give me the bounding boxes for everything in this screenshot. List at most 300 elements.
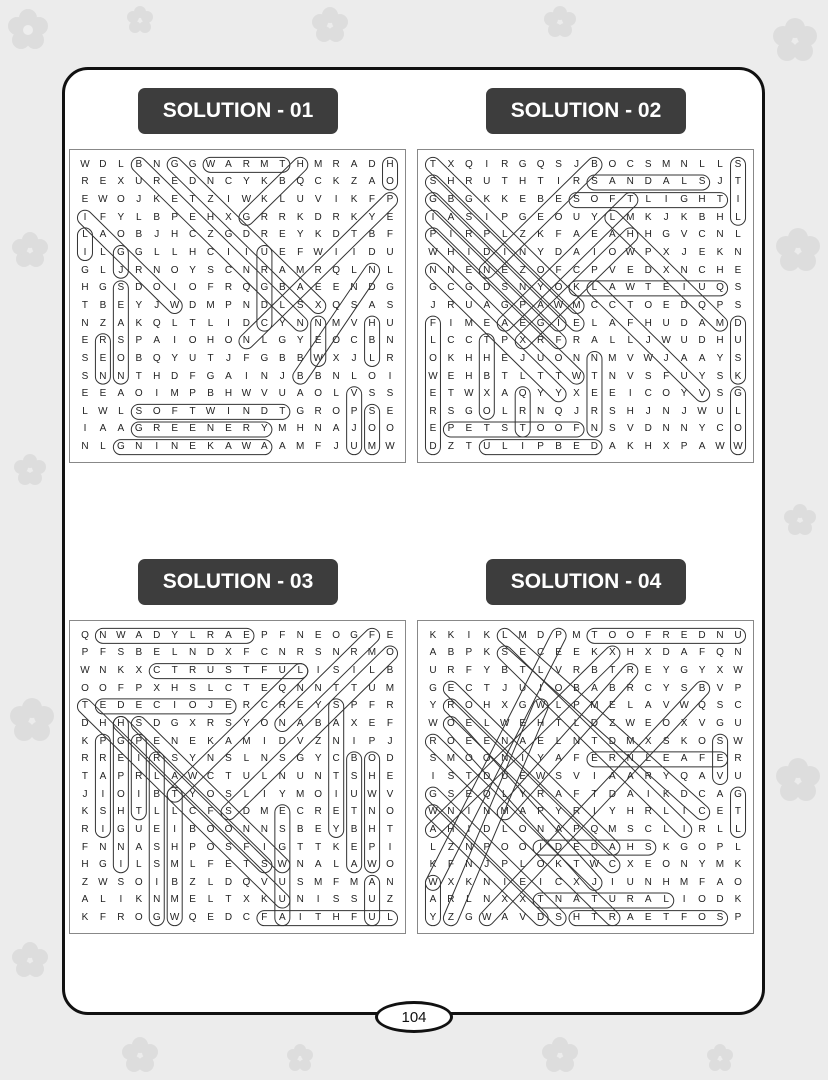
- grid-letter: H: [536, 718, 545, 730]
- grid-letter: A: [644, 894, 652, 906]
- grid-row: [424, 680, 747, 698]
- grid-row: [424, 733, 747, 751]
- grid-letter: O: [386, 423, 394, 435]
- grid-letter: F: [261, 912, 268, 924]
- grid-letter: T: [350, 682, 358, 694]
- grid-letter: A: [81, 894, 89, 906]
- grid-letter: E: [153, 647, 161, 659]
- grid-row: [424, 715, 747, 733]
- grid-letter: P: [81, 647, 89, 659]
- grid-letter: A: [171, 770, 178, 782]
- grid-letter: R: [99, 753, 107, 765]
- grid-letter: M: [296, 441, 305, 453]
- grid-letter: C: [698, 806, 706, 818]
- grid-letter: X: [117, 176, 125, 188]
- grid-letter: S: [350, 894, 358, 906]
- grid-row: [76, 438, 399, 456]
- grid-row: [424, 698, 747, 716]
- grid-letter: K: [483, 647, 491, 659]
- grid-letter: U: [386, 317, 394, 329]
- grid-letter: Z: [447, 441, 454, 453]
- grid-letter: P: [261, 629, 268, 641]
- grid-letter: I: [155, 388, 159, 400]
- grid-row: [424, 279, 747, 297]
- grid-letter: I: [334, 247, 338, 259]
- grid-letter: D: [680, 788, 688, 800]
- grid-letter: I: [503, 247, 507, 259]
- grid-letter: T: [189, 317, 196, 329]
- grid-letter: E: [350, 841, 358, 853]
- grid-letter: D: [662, 647, 670, 659]
- grid-row: [424, 227, 747, 245]
- grid-letter: H: [368, 770, 376, 782]
- grid-letter: W: [428, 876, 438, 888]
- letter-grid: [76, 627, 399, 927]
- grid-letter: K: [662, 841, 670, 853]
- grid-letter: R: [644, 770, 652, 782]
- grid-letter: L: [100, 441, 106, 453]
- grid-letter: B: [296, 370, 304, 382]
- grid-letter: N: [117, 370, 125, 382]
- grid-letter: D: [536, 629, 545, 641]
- grid-letter: L: [501, 441, 508, 453]
- grid-letter: C: [465, 682, 473, 694]
- grid-letter: L: [261, 335, 268, 347]
- grid-letter: R: [608, 912, 616, 924]
- grid-letter: G: [81, 264, 89, 276]
- grid-letter: Y: [261, 423, 268, 435]
- grid-letter: O: [482, 753, 491, 765]
- grid-letter: N: [680, 158, 688, 170]
- grid-letter: E: [662, 753, 670, 765]
- grid-letter: M: [572, 629, 581, 641]
- grid-letter: K: [447, 352, 455, 364]
- grid-letter: G: [429, 788, 437, 800]
- grid-letter: A: [135, 629, 143, 641]
- grid-letter: I: [593, 247, 596, 259]
- grid-letter: K: [350, 211, 358, 223]
- grid-letter: R: [465, 176, 473, 188]
- grid-letter: R: [260, 229, 268, 241]
- grid-letter: O: [224, 335, 233, 347]
- grid-letter: H: [626, 229, 634, 241]
- grid-letter: W: [499, 718, 510, 730]
- grid-letter: N: [386, 335, 394, 347]
- grid-letter: L: [501, 823, 508, 835]
- grid-letter: M: [464, 317, 474, 329]
- grid-letter: A: [225, 735, 232, 747]
- grid-letter: H: [572, 912, 581, 924]
- grid-letter: A: [368, 299, 376, 311]
- grid-letter: S: [350, 770, 358, 782]
- grid-letter: F: [465, 665, 472, 677]
- grid-letter: Q: [152, 352, 161, 364]
- grid-letter: D: [680, 317, 688, 329]
- grid-letter: G: [170, 158, 179, 170]
- grid-letter: T: [81, 299, 89, 311]
- grid-letter: T: [350, 229, 358, 241]
- grid-letter: K: [465, 876, 473, 888]
- grid-letter: O: [188, 335, 197, 347]
- grid-letter: G: [386, 282, 394, 294]
- grid-letter: U: [135, 176, 143, 188]
- grid-letter: Q: [716, 647, 724, 659]
- grid-letter: F: [99, 912, 106, 924]
- grid-letter: T: [171, 788, 178, 800]
- grid-letter: N: [242, 299, 251, 311]
- grid-letter: C: [608, 299, 616, 311]
- grid-row: [76, 385, 399, 403]
- grid-letter: C: [224, 176, 233, 188]
- grid-letter: T: [350, 806, 358, 818]
- grid-letter: O: [206, 841, 215, 853]
- grid-letter: N: [99, 665, 107, 677]
- grid-letter: F: [573, 753, 580, 765]
- grid-letter: Q: [81, 629, 89, 641]
- grid-row: [76, 680, 399, 698]
- grid-letter: E: [716, 753, 724, 765]
- grid-letter: L: [430, 841, 436, 853]
- grid-letter: S: [734, 352, 742, 364]
- grid-letter: L: [243, 788, 250, 800]
- grid-letter: S: [81, 370, 89, 382]
- grid-letter: C: [698, 229, 706, 241]
- grid-letter: E: [519, 194, 526, 206]
- grid-letter: Y: [278, 788, 286, 800]
- grid-letter: J: [82, 788, 88, 800]
- grid-letter: K: [296, 211, 304, 223]
- flower-icon: [707, 1044, 733, 1071]
- grid-letter: C: [260, 700, 268, 712]
- grid-letter: J: [154, 299, 160, 311]
- grid-letter: N: [716, 229, 724, 241]
- grid-letter: E: [171, 194, 178, 206]
- grid-letter: R: [447, 299, 455, 311]
- grid-row: [424, 909, 747, 927]
- grid-letter: W: [643, 352, 653, 364]
- grid-letter: K: [261, 194, 268, 206]
- grid-letter: S: [207, 264, 214, 276]
- grid-letter: T: [447, 388, 454, 400]
- grid-letter: C: [626, 158, 634, 170]
- grid-letter: E: [734, 264, 742, 276]
- grid-letter: I: [227, 247, 230, 259]
- grid-letter: S: [386, 388, 394, 400]
- grid-letter: A: [332, 423, 340, 435]
- grid-letter: S: [609, 423, 616, 435]
- grid-letter: H: [644, 229, 652, 241]
- grid-letter: T: [627, 299, 634, 311]
- grid-letter: H: [716, 335, 724, 347]
- grid-letter: S: [734, 158, 742, 170]
- grid-letter: A: [278, 441, 286, 453]
- grid-letter: E: [662, 299, 670, 311]
- grid-letter: E: [153, 735, 161, 747]
- grid-letter: O: [386, 647, 394, 659]
- grid-letter: L: [663, 894, 669, 906]
- grid-letter: F: [207, 859, 214, 871]
- grid-letter: L: [591, 282, 598, 294]
- grid-row: [76, 209, 399, 227]
- grid-letter: X: [644, 647, 652, 659]
- grid-letter: P: [680, 441, 688, 453]
- grid-letter: I: [119, 894, 123, 906]
- grid-letter: R: [447, 665, 455, 677]
- grid-letter: S: [662, 735, 670, 747]
- grid-letter: Y: [519, 788, 526, 800]
- grid-letter: U: [350, 441, 358, 453]
- grid-letter: A: [314, 859, 322, 871]
- grid-letter: C: [206, 770, 215, 782]
- grid-letter: K: [555, 859, 562, 871]
- grid-letter: O: [314, 788, 323, 800]
- grid-letter: E: [278, 247, 286, 259]
- grid-letter: G: [278, 335, 287, 347]
- grid-letter: D: [188, 299, 197, 311]
- grid-letter: J: [351, 352, 357, 364]
- grid-letter: B: [278, 176, 286, 188]
- grid-letter: G: [518, 158, 527, 170]
- grid-letter: R: [206, 629, 215, 641]
- grid-letter: U: [242, 770, 251, 782]
- grid-letter: A: [519, 806, 526, 818]
- grid-letter: R: [350, 647, 358, 659]
- grid-letter: L: [484, 718, 490, 730]
- grid-letter: K: [117, 665, 125, 677]
- grid-letter: D: [483, 770, 491, 782]
- grid-letter: D: [716, 894, 724, 906]
- grid-letter: C: [153, 700, 161, 712]
- grid-letter: W: [277, 859, 287, 871]
- grid-letter: A: [296, 718, 304, 730]
- grid-letter: M: [626, 735, 635, 747]
- grid-letter: W: [80, 665, 90, 677]
- grid-row: [76, 332, 399, 350]
- grid-letter: W: [589, 859, 600, 871]
- grid-letter: I: [539, 682, 542, 694]
- grid-letter: S: [332, 894, 340, 906]
- grid-letter: S: [386, 299, 394, 311]
- grid-letter: S: [501, 423, 509, 435]
- grid-letter: E: [225, 423, 232, 435]
- grid-letter: G: [350, 629, 358, 641]
- grid-letter: E: [189, 441, 196, 453]
- grid-letter: X: [153, 682, 161, 694]
- grid-letter: L: [519, 859, 526, 871]
- grid-letter: Q: [482, 788, 491, 800]
- grid-letter: E: [332, 806, 340, 818]
- grid-row: [424, 191, 747, 209]
- grid-letter: S: [644, 841, 652, 853]
- grid-letter: S: [189, 682, 196, 694]
- grid-letter: O: [447, 735, 455, 747]
- grid-letter: A: [501, 317, 509, 329]
- grid-letter: Y: [243, 718, 250, 730]
- grid-letter: N: [590, 423, 599, 435]
- grid-letter: L: [189, 859, 196, 871]
- grid-letter: S: [734, 282, 742, 294]
- grid-letter: O: [368, 753, 376, 765]
- grid-letter: S: [698, 176, 706, 188]
- grid-letter: Q: [278, 682, 287, 694]
- grid-letter: D: [153, 629, 161, 641]
- grid-letter: D: [117, 700, 125, 712]
- grid-letter: O: [116, 788, 125, 800]
- grid-letter: L: [663, 806, 669, 818]
- grid-letter: B: [135, 352, 143, 364]
- grid-letter: V: [296, 735, 304, 747]
- grid-letter: L: [153, 806, 160, 818]
- grid-letter: C: [734, 700, 742, 712]
- grid-letter: L: [681, 176, 687, 188]
- grid-letter: E: [609, 700, 616, 712]
- grid-letter: R: [206, 718, 215, 730]
- grid-letter: A: [519, 735, 526, 747]
- grid-letter: R: [135, 770, 143, 782]
- grid-letter: J: [118, 264, 124, 276]
- grid-row: [424, 403, 747, 421]
- grid-letter: A: [225, 629, 232, 641]
- grid-letter: R: [314, 405, 322, 417]
- grid-letter: S: [296, 876, 304, 888]
- grid-letter: S: [135, 405, 143, 417]
- grid-row: [424, 297, 747, 315]
- grid-letter: E: [573, 441, 580, 453]
- grid-letter: S: [368, 405, 376, 417]
- grid-letter: E: [278, 806, 286, 818]
- grid-letter: X: [350, 718, 358, 730]
- grid-letter: H: [117, 806, 125, 818]
- grid-letter: V: [555, 665, 562, 677]
- grid-letter: Z: [81, 876, 89, 888]
- grid-letter: Y: [537, 388, 544, 400]
- grid-letter: D: [260, 405, 268, 417]
- grid-letter: B: [278, 352, 286, 364]
- grid-letter: L: [171, 247, 178, 259]
- grid-letter: M: [349, 876, 359, 888]
- grid-letter: I: [352, 247, 356, 259]
- grid-letter: J: [591, 876, 597, 888]
- grid-row: [76, 645, 399, 663]
- grid-letter: U: [734, 770, 742, 782]
- grid-letter: M: [313, 158, 323, 170]
- grid-row: [76, 421, 399, 439]
- grid-letter: C: [350, 335, 358, 347]
- grid-letter: W: [98, 194, 108, 206]
- grid-letter: K: [429, 629, 437, 641]
- grid-letter: E: [261, 682, 268, 694]
- grid-letter: P: [350, 405, 358, 417]
- grid-letter: W: [205, 158, 216, 170]
- grid-letter: I: [137, 753, 141, 765]
- grid-letter: L: [501, 788, 508, 800]
- grid-letter: J: [573, 158, 579, 170]
- grid-letter: O: [134, 388, 143, 400]
- grid-letter: L: [207, 317, 214, 329]
- grid-letter: N: [278, 770, 286, 782]
- grid-letter: O: [170, 264, 179, 276]
- grid-letter: A: [555, 753, 562, 765]
- grid-row: [76, 856, 399, 874]
- grid-letter: K: [261, 176, 268, 188]
- grid-letter: R: [153, 176, 161, 188]
- grid-letter: T: [716, 194, 724, 206]
- grid-row: [76, 174, 399, 192]
- grid-letter: N: [734, 647, 742, 659]
- grid-letter: G: [716, 718, 724, 730]
- grid-letter: A: [555, 788, 562, 800]
- grid-letter: N: [626, 753, 634, 765]
- grid-letter: O: [608, 247, 617, 259]
- grid-letter: Q: [680, 770, 688, 782]
- grid-letter: S: [278, 823, 286, 835]
- grid-letter: S: [555, 158, 562, 170]
- grid-letter: L: [100, 247, 106, 259]
- grid-letter: B: [135, 158, 143, 170]
- grid-letter: L: [333, 859, 339, 871]
- grid-letter: M: [446, 753, 456, 765]
- grid-letter: L: [100, 894, 106, 906]
- grid-letter: A: [117, 388, 125, 400]
- grid-letter: H: [171, 229, 179, 241]
- grid-letter: E: [644, 859, 652, 871]
- grid-letter: T: [483, 423, 490, 435]
- grid-letter: E: [591, 229, 598, 241]
- grid-letter: S: [447, 405, 455, 417]
- grid-letter: I: [646, 788, 650, 800]
- grid-letter: N: [242, 405, 251, 417]
- grid-letter: T: [171, 665, 178, 677]
- letter-grid: [424, 627, 747, 927]
- grid-letter: I: [736, 194, 740, 206]
- grid-letter: I: [334, 788, 338, 800]
- grid-letter: U: [429, 665, 437, 677]
- grid-letter: I: [173, 282, 177, 294]
- grid-letter: E: [573, 647, 580, 659]
- grid-letter: Q: [536, 158, 545, 170]
- grid-letter: I: [388, 370, 392, 382]
- grid-letter: O: [698, 912, 706, 924]
- grid-letter: U: [278, 388, 286, 400]
- grid-letter: W: [571, 370, 582, 382]
- grid-letter: E: [716, 806, 724, 818]
- grid-letter: C: [536, 647, 545, 659]
- grid-letter: K: [332, 841, 340, 853]
- grid-letter: N: [188, 647, 197, 659]
- grid-letter: G: [134, 423, 143, 435]
- grid-letter: P: [135, 335, 143, 347]
- grid-letter: A: [296, 388, 304, 400]
- grid-letter: Y: [662, 770, 670, 782]
- grid-letter: R: [536, 788, 545, 800]
- grid-row: [76, 733, 399, 751]
- grid-letter: R: [278, 211, 286, 223]
- grid-letter: B: [591, 158, 598, 170]
- grid-letter: V: [716, 770, 724, 782]
- grid-letter: O: [386, 176, 394, 188]
- grid-letter: M: [170, 894, 179, 906]
- grid-letter: F: [368, 700, 376, 712]
- grid-letter: O: [116, 194, 125, 206]
- grid-letter: M: [500, 806, 509, 818]
- grid-letter: X: [573, 876, 580, 888]
- grid-letter: S: [644, 158, 652, 170]
- grid-letter: R: [572, 806, 581, 818]
- grid-letter: V: [261, 876, 268, 888]
- grid-letter: T: [189, 194, 196, 206]
- grid-letter: I: [173, 823, 177, 835]
- grid-letter: T: [243, 859, 250, 871]
